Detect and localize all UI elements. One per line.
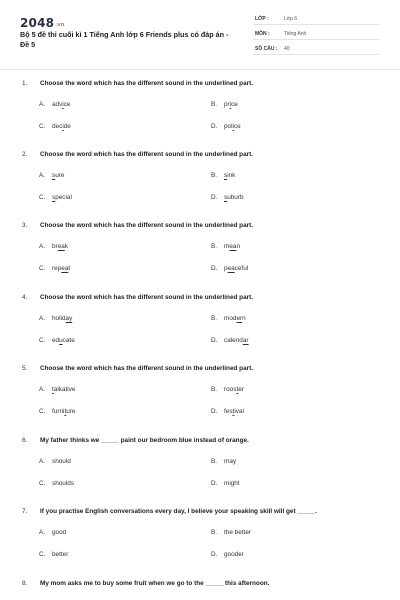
answer-option-b[interactable] xyxy=(211,315,246,322)
option-text-pre: fes xyxy=(224,408,233,415)
option-text-underlined: s xyxy=(224,172,228,179)
option-text-underlined: ea xyxy=(227,265,235,272)
option-text-pre: the better xyxy=(224,529,252,536)
option-text-post: n xyxy=(236,243,240,250)
answer-option-a[interactable] xyxy=(39,243,68,250)
option-letter: D. xyxy=(211,337,218,344)
answer-option-b[interactable] xyxy=(211,101,238,108)
answer-option-c[interactable] xyxy=(39,123,71,130)
option-text-pre: good xyxy=(52,529,67,536)
question-5 xyxy=(0,365,400,435)
option-text-post: alkative xyxy=(53,386,76,393)
question-number: 6. xyxy=(22,437,28,444)
answer-option-c[interactable] xyxy=(39,337,75,344)
option-text-post: ival xyxy=(234,408,244,415)
option-letter: B. xyxy=(211,529,218,536)
meta-row-grade xyxy=(253,13,379,25)
option-text-post: ce xyxy=(63,101,71,108)
option-text-pre: pr xyxy=(224,101,230,108)
option-letter: D. xyxy=(211,265,218,272)
question-7 xyxy=(0,508,400,578)
question-number: 7. xyxy=(22,508,28,515)
option-text-underlined: s xyxy=(52,172,56,179)
option-text-pre: gooder xyxy=(224,551,244,558)
question-text: Choose the word which has the different sound in the underlined part. xyxy=(40,151,254,158)
question-text: My father thinks we _____ paint our bedroom blue instead of orange. xyxy=(40,437,249,444)
option-text-underlined: t xyxy=(64,408,67,415)
option-text-pre: roos xyxy=(224,386,237,393)
option-text-pre: might xyxy=(224,480,240,487)
answer-option-b[interactable] xyxy=(211,386,244,393)
meta-value: 40 xyxy=(284,46,290,52)
site-logo[interactable] xyxy=(20,16,65,30)
option-letter: A. xyxy=(39,172,46,179)
question-text: Choose the word which has the different sound in the underlined part. xyxy=(40,294,254,301)
question-number: 1. xyxy=(22,80,28,87)
meta-value: Lớp 6 xyxy=(284,16,298,22)
option-text-underlined: ar xyxy=(242,337,249,344)
option-text-underlined: s xyxy=(52,194,56,201)
option-text-pre: shoulds xyxy=(52,480,75,487)
option-letter: C. xyxy=(39,337,46,344)
option-text-post: ure xyxy=(66,408,76,415)
option-text-pre: mod xyxy=(224,315,237,322)
option-text-underlined: s xyxy=(224,194,228,201)
option-text-post: t xyxy=(68,265,71,272)
question-text: If you practise English conversations every day, I believe your speaking skill will get _____. xyxy=(40,508,317,515)
question-text: Choose the word which has the different sound in the underlined part. xyxy=(40,365,254,372)
option-letter: A. xyxy=(39,243,46,250)
option-letter: A. xyxy=(39,529,46,536)
option-text-post: ceful xyxy=(234,265,249,272)
option-text-underlined: i xyxy=(229,101,232,108)
option-text-post: cate xyxy=(62,337,75,344)
question-1 xyxy=(0,80,400,150)
answer-option-d[interactable] xyxy=(211,265,248,272)
option-letter: B. xyxy=(211,243,218,250)
question-number: 5. xyxy=(22,365,28,372)
option-text-underlined: i xyxy=(232,123,234,130)
option-text-pre: furni xyxy=(52,408,65,415)
question-number: 2. xyxy=(22,151,28,158)
meta-row-subject xyxy=(253,28,379,40)
option-letter: B. xyxy=(211,101,218,108)
option-text-pre: better xyxy=(52,551,69,558)
option-letter: D. xyxy=(211,480,218,487)
answer-option-d[interactable] xyxy=(211,194,244,201)
answer-option-c[interactable] xyxy=(39,480,74,487)
question-number: 4. xyxy=(22,294,28,301)
answer-option-b[interactable] xyxy=(211,458,236,465)
option-text-post: ce xyxy=(231,101,238,108)
option-text-pre: pol xyxy=(224,123,233,130)
option-letter: B. xyxy=(211,386,218,393)
option-letter: B. xyxy=(211,315,218,322)
answer-option-d[interactable] xyxy=(211,408,244,415)
option-letter: D. xyxy=(211,551,218,558)
document-header xyxy=(0,0,400,68)
answer-option-a[interactable] xyxy=(39,172,64,179)
option-text-post: ink xyxy=(227,172,236,179)
option-text-underlined: t xyxy=(236,386,239,393)
option-text-underlined: t xyxy=(232,408,235,415)
question-number: 3. xyxy=(22,222,28,229)
option-letter: B. xyxy=(211,458,218,465)
option-letter: B. xyxy=(211,172,218,179)
option-text-pre: should xyxy=(52,458,71,465)
option-text-pre: holid xyxy=(52,315,66,322)
option-text-pre: adv xyxy=(52,101,63,108)
option-text-underlined: ea xyxy=(229,243,237,250)
option-text-pre: br xyxy=(52,243,58,250)
meta-label: LỚP : xyxy=(255,16,269,22)
option-text-underlined: i xyxy=(62,123,64,130)
option-text-underlined: er xyxy=(236,315,243,322)
option-text-post: uburb xyxy=(227,194,244,201)
answer-option-a[interactable] xyxy=(39,315,72,322)
option-letter: C. xyxy=(39,123,46,130)
question-text: Choose the word which has the different sound in the underlined part. xyxy=(40,222,254,229)
option-text-post: n xyxy=(242,315,246,322)
option-letter: A. xyxy=(39,386,46,393)
option-letter: C. xyxy=(39,408,46,415)
question-text: My mom asks me to buy some fruit when we go to the _____ this afternoon. xyxy=(40,580,270,587)
option-text-pre: rep xyxy=(52,265,62,272)
answer-option-d[interactable] xyxy=(211,123,241,130)
question-2 xyxy=(0,151,400,221)
answer-option-a[interactable] xyxy=(39,101,70,108)
option-text-pre: p xyxy=(224,265,228,272)
option-text-post: ce xyxy=(233,123,241,130)
question-8 xyxy=(0,580,400,600)
option-text-underlined: i xyxy=(62,101,64,108)
answer-option-d[interactable] xyxy=(211,337,249,344)
option-text-pre: dec xyxy=(52,123,63,130)
answer-option-b[interactable] xyxy=(211,529,251,536)
header-divider xyxy=(0,69,400,70)
answer-option-a[interactable] xyxy=(39,458,71,465)
option-text-post: pecial xyxy=(55,194,72,201)
answer-option-a[interactable] xyxy=(39,529,66,536)
option-letter: A. xyxy=(39,458,46,465)
option-text-pre: ed xyxy=(52,337,60,344)
option-text-post: ure xyxy=(55,172,65,179)
meta-value: Tiếng Anh xyxy=(284,31,307,37)
question-3 xyxy=(0,222,400,292)
answer-option-c[interactable] xyxy=(39,551,68,558)
option-text-post: k xyxy=(64,243,68,250)
logo-suffix: .vn xyxy=(55,22,65,28)
option-text-underlined: t xyxy=(52,386,54,393)
question-4 xyxy=(0,294,400,364)
meta-row-question-count xyxy=(253,43,379,55)
option-text-pre: may xyxy=(224,458,237,465)
answer-option-a[interactable] xyxy=(39,386,75,393)
answer-option-b[interactable] xyxy=(211,172,235,179)
option-letter: D. xyxy=(211,123,218,130)
option-text-post: er xyxy=(238,386,244,393)
answer-option-c[interactable] xyxy=(39,265,70,272)
answer-option-d[interactable] xyxy=(211,551,244,558)
option-letter: C. xyxy=(39,480,46,487)
question-text: Choose the word which has the different sound in the underlined part. xyxy=(40,80,254,87)
answer-option-d[interactable] xyxy=(211,480,240,487)
option-letter: C. xyxy=(39,265,46,272)
option-letter: C. xyxy=(39,194,46,201)
option-text-underlined: ea xyxy=(61,265,69,272)
meta-label: SỐ CÂU : xyxy=(255,46,278,52)
option-letter: D. xyxy=(211,194,218,201)
question-number: 8. xyxy=(22,580,28,587)
option-letter: D. xyxy=(211,408,218,415)
document-title: Bộ 5 đề thi cuối kì 1 Tiếng Anh lớp 6 Friends plus có đáp án - Đề 5 xyxy=(20,30,229,49)
option-text-post: de xyxy=(63,123,71,130)
answer-option-c[interactable] xyxy=(39,408,75,415)
answer-option-c[interactable] xyxy=(39,194,72,201)
meta-label: MÔN : xyxy=(255,31,270,37)
option-text-underlined: ay xyxy=(65,315,73,322)
option-letter: A. xyxy=(39,315,46,322)
option-text-underlined: u xyxy=(59,337,63,344)
option-letter: C. xyxy=(39,551,46,558)
question-6 xyxy=(0,437,400,507)
answer-option-b[interactable] xyxy=(211,243,240,250)
option-text-underlined: ea xyxy=(57,243,65,250)
option-text-pre: m xyxy=(224,243,230,250)
option-letter: A. xyxy=(39,101,46,108)
logo-main: 2048 xyxy=(20,16,55,30)
option-text-pre: calend xyxy=(224,337,243,344)
